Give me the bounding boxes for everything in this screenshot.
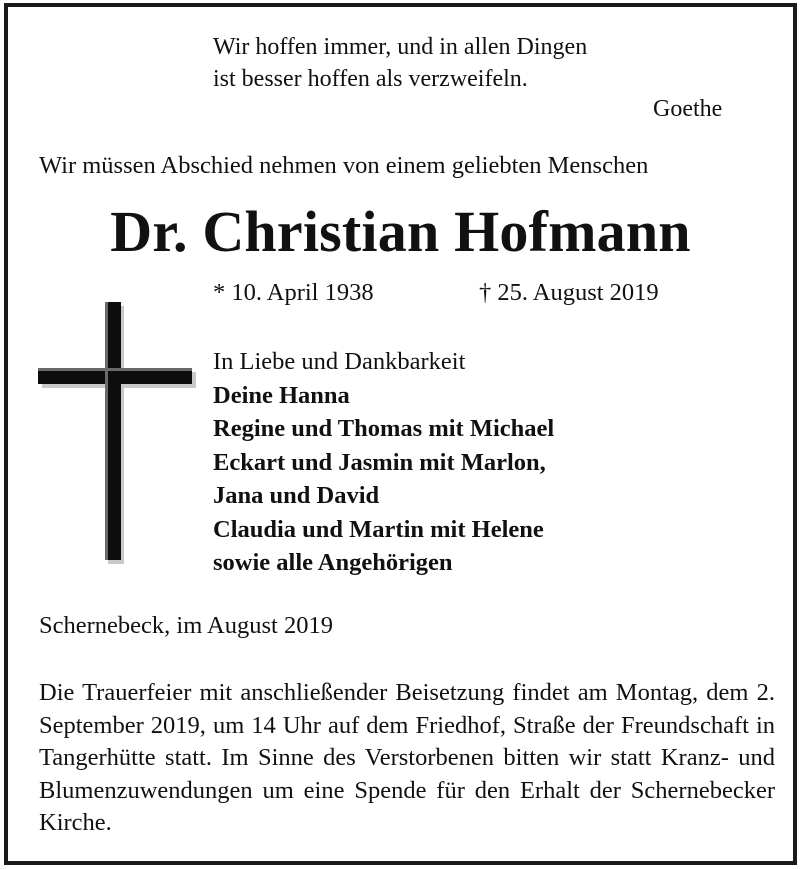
birth-date: * 10. April 1938 (213, 279, 374, 306)
place-date: Schernebeck, im August 2019 (39, 612, 333, 639)
mourner-line: Deine Hanna (213, 381, 350, 409)
mourner-line: sowie alle Angehörigen (213, 549, 453, 576)
mourner-line: Jana und David (213, 482, 380, 509)
intro-line: Wir müssen Abschied nehmen von einem geliebten Menschen (39, 152, 649, 179)
quote-author: Goethe (653, 96, 723, 122)
quote-line-1: Wir hoffen immer, und in allen Dingen (213, 34, 588, 60)
deceased-name: Dr. Christian Hofmann (110, 199, 691, 264)
mourners-heading: In Liebe und Dankbarkeit (213, 348, 466, 375)
death-date: † 25. August 2019 (479, 279, 659, 306)
quote-line-2: ist besser hoffen als verzweifeln. (213, 66, 528, 92)
obituary-frame (4, 3, 797, 865)
mourner-line: Regine und Thomas mit Michael (213, 415, 555, 442)
funeral-notice: Die Trauerfeier mit anschließender Beisetzung findet am Montag, dem 2. September 2019, um 14 Uhr auf dem Friedhof, Straße der Freundschaft in Tangerhütte statt. Im Sinne des Verstorbenen bitten wir statt Kranz- und Blumenzuwendungen um eine Spende für den Erhalt der Schernebecker Kirche. (39, 679, 775, 836)
mourner-line: Claudia und Martin mit Helene (213, 515, 544, 543)
cross-icon (38, 302, 198, 572)
mourners-list (213, 345, 554, 580)
mourner-line: Eckart und Jasmin mit Marlon, (213, 448, 546, 476)
goethe-quote (213, 31, 587, 95)
